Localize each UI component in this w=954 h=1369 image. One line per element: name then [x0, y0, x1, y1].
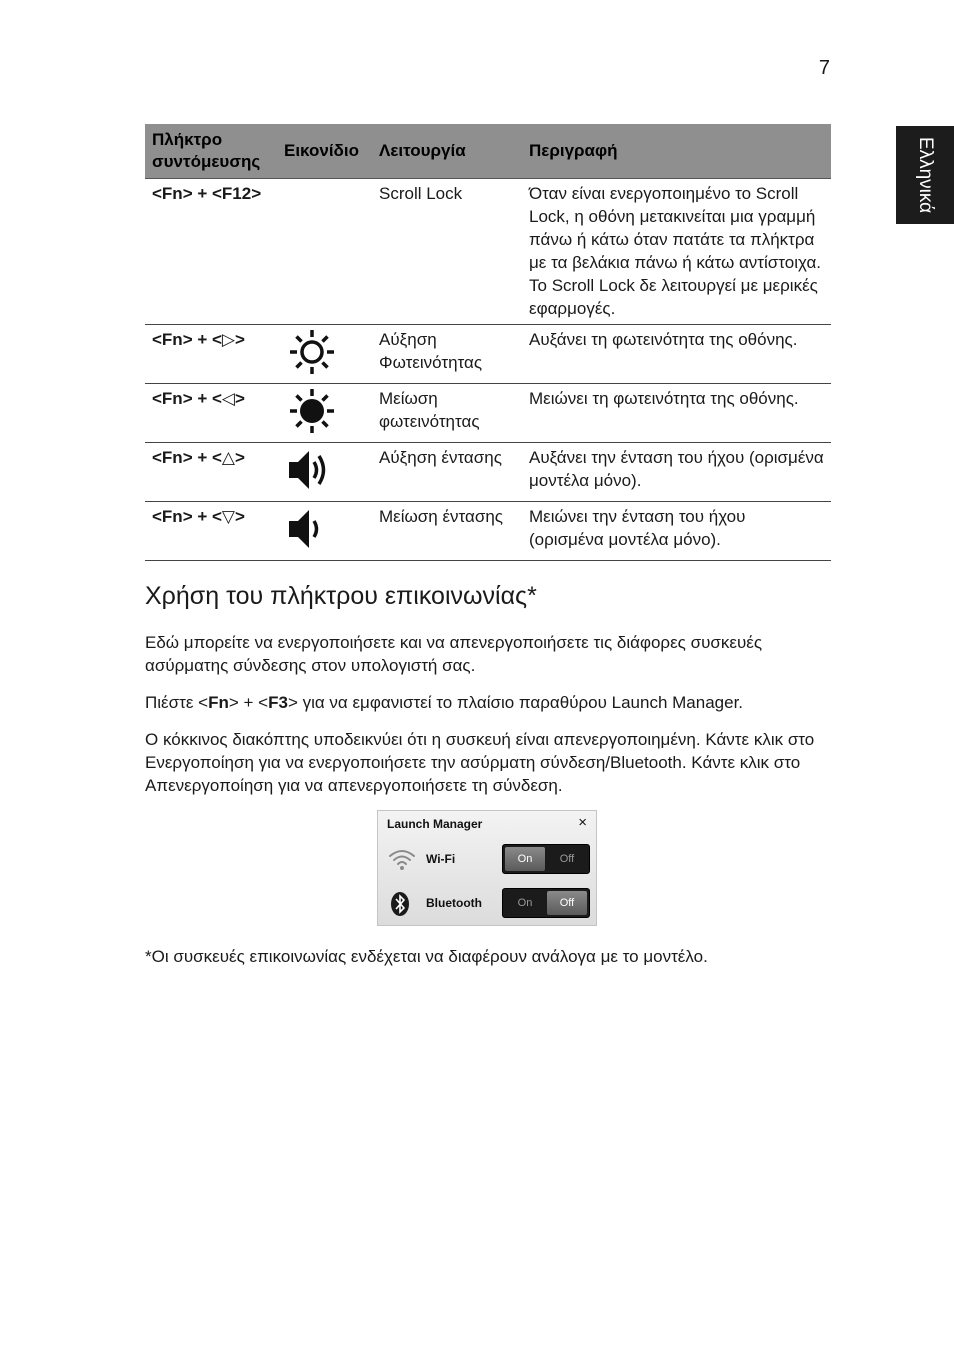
bluetooth-row: [378, 886, 596, 920]
page-number: 7: [818, 57, 830, 79]
wifi-off-button[interactable]: Off: [559, 853, 575, 865]
brightness-up-icon: [287, 328, 337, 376]
row-function: Αύξηση έντασης: [372, 443, 522, 502]
bluetooth-label: Bluetooth: [426, 896, 482, 910]
wifi-label: Wi-Fi: [426, 852, 456, 866]
bluetooth-icon: [388, 891, 412, 917]
row-description: Όταν είναι ενεργοποιημένο το Scroll Lock, η οθόνη μετακινείται μια γραμμή πάνω ή κάτω όταν πατάτε τα πλήκτρα με τα βελάκια πάνω ή κάτω αντίστοιχα. Το Scroll Lock δε λειτουργεί με μερικές εφαρμογές.: [522, 179, 831, 325]
launch-manager-title: Launch Manager: [387, 817, 483, 831]
wifi-toggle[interactable]: [502, 844, 590, 874]
brightness-down-icon: [287, 387, 337, 435]
instruction-text: > για να εμφανιστεί το πλαίσιο παραθύρου Launch Manager.: [287, 693, 744, 712]
row-key: <Fn> + <◁>: [145, 384, 277, 443]
shortcut-table: [145, 124, 831, 561]
intro-paragraph: Εδώ μπορείτε να ενεργοποιήσετε και να απενεργοποιήσετε τις διάφορες συσκευές ασύρματης σύνδεσης στον υπολογιστή σας.: [145, 633, 763, 675]
instruction-paragraph: [145, 691, 835, 714]
table-row: [145, 384, 831, 443]
header-description: Περιγραφή: [522, 124, 831, 179]
wifi-row: [378, 842, 596, 876]
table-row: [145, 325, 831, 384]
f3-key-label: F3: [268, 693, 288, 712]
row-key: <Fn> + <▽>: [145, 502, 277, 561]
launch-manager-window: [377, 810, 597, 926]
header-shortcut: Πλήκτρο συντόμευσης: [145, 124, 277, 179]
row-function: Scroll Lock: [372, 179, 522, 325]
instruction-text: Πιέστε <: [145, 693, 209, 712]
footnote: *Οι συσκευές επικοινωνίας ενδέχεται να διαφέρουν ανάλογα με το μοντέλο.: [145, 947, 708, 966]
table-header-row: [145, 124, 831, 179]
row-key: <Fn> + <△>: [145, 443, 277, 502]
row-function: Μείωση έντασης: [372, 502, 522, 561]
row-key: <Fn> + <F12>: [145, 179, 277, 325]
wifi-icon: [388, 847, 416, 871]
section-title: Χρήση του πλήκτρου επικοινωνίας*: [145, 582, 537, 610]
row-description: Αυξάνει την ένταση του ήχου (ορισμένα μοντέλα μόνο).: [522, 443, 831, 502]
row-function: Αύξηση Φωτεινότητας: [372, 325, 522, 384]
volume-up-icon: [287, 446, 337, 494]
language-tab-label: Ελληνικά: [915, 136, 936, 214]
fn-key-label: Fn: [208, 693, 229, 712]
header-function: Λειτουργία: [372, 124, 522, 179]
switch-explanation-paragraph: Ο κόκκινος διακόπτης υποδεικνύει ότι η συσκευή είναι απενεργοποιημένη. Κάντε κλικ στο Ενεργοποίηση για να ενεργοποιήσετε την ασύρματη σύνδεση/Bluetooth. Κάντε κλικ στο Απενεργοποίηση για να απενεργοποιήσετε τη σύνδεση.: [145, 730, 815, 795]
table-row: [145, 179, 831, 325]
table-row: [145, 502, 831, 561]
language-tab: [896, 126, 954, 224]
row-description: Αυξάνει τη φωτεινότητα της οθόνης.: [522, 325, 831, 384]
row-key: <Fn> + <▷>: [145, 325, 277, 384]
wifi-on-button[interactable]: On: [505, 847, 545, 871]
row-icon-empty: [277, 179, 372, 325]
header-icon: Εικονίδιο: [277, 124, 372, 179]
instruction-text: > + <: [228, 693, 269, 712]
table-row: [145, 443, 831, 502]
bluetooth-on-button[interactable]: On: [517, 897, 533, 909]
bluetooth-toggle[interactable]: [502, 888, 590, 918]
volume-down-icon: [287, 505, 337, 553]
close-icon[interactable]: ×: [578, 814, 587, 831]
row-function: Μείωση φωτεινότητας: [372, 384, 522, 443]
row-description: Μειώνει τη φωτεινότητα της οθόνης.: [522, 384, 831, 443]
bluetooth-off-button[interactable]: Off: [547, 891, 587, 915]
row-description: Μειώνει την ένταση του ήχου (ορισμένα μοντέλα μόνο).: [522, 502, 831, 561]
